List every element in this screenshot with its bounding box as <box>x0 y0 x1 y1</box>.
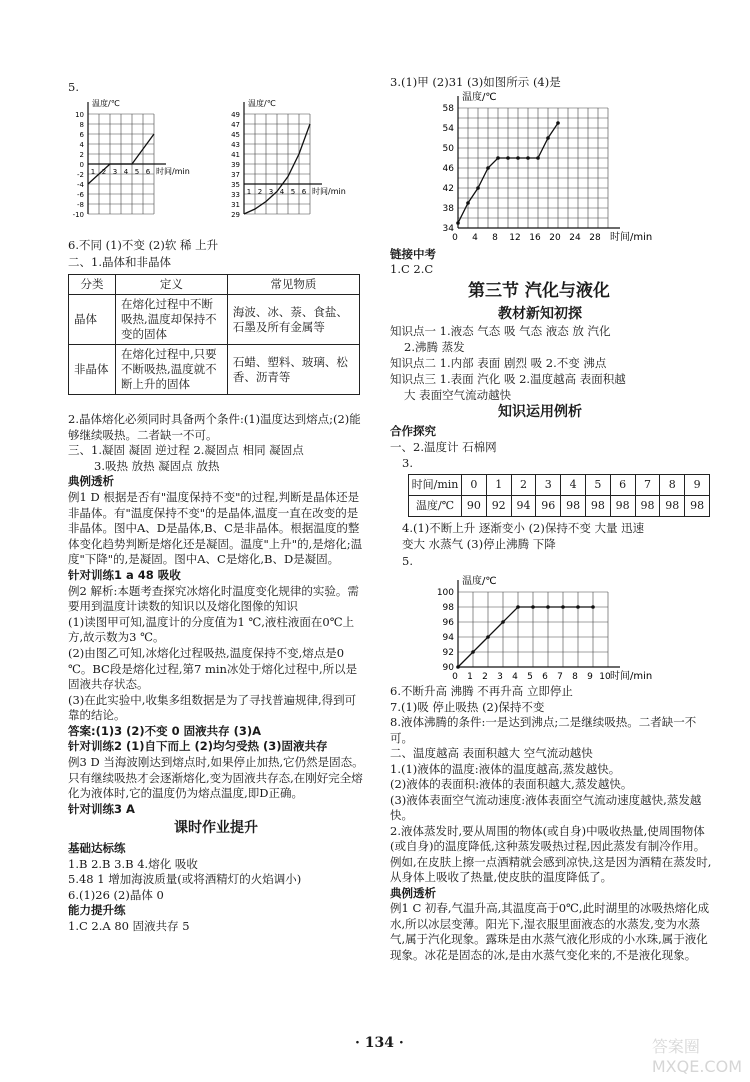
x-tick-label: 8 <box>572 672 578 682</box>
table-cell: 时间/min <box>409 475 462 496</box>
subheading: 能力提升练 <box>68 903 126 918</box>
text-line: 6.(1)26 (2)晶体 0 <box>68 887 164 902</box>
y-tick-label: 45 <box>231 131 240 139</box>
x-tick-label: 4 <box>123 168 129 176</box>
subtitle-new-knowledge: 教材新知初探 <box>498 306 582 322</box>
link-answers: 1.C 2.C <box>390 262 434 276</box>
cell-line: 变的固体 <box>121 327 167 341</box>
cell-line: 断上升的固体 <box>121 377 190 391</box>
y-tick-label: 33 <box>231 191 240 199</box>
text-line: 针对训练2 (1)自下而上 (2)均匀受热 (3)固液共存 <box>68 739 328 754</box>
table-cell: 92 <box>486 496 511 517</box>
table-cell <box>227 295 359 345</box>
table-cell: 非晶体 <box>69 345 116 395</box>
section-heading: 课时作业提升 <box>174 820 258 837</box>
data-point <box>561 605 565 609</box>
table-cell: 98 <box>610 496 635 517</box>
x-tick-label: 7 <box>557 672 563 682</box>
table-cell: 98 <box>660 496 685 517</box>
y-tick-label: 42 <box>442 184 454 194</box>
x-tick-label: 6 <box>301 188 307 196</box>
chart-boiling <box>420 570 660 682</box>
data-point <box>576 605 580 609</box>
y-tick-label: 49 <box>231 111 240 119</box>
x-tick-label: 20 <box>549 233 561 243</box>
data-point <box>531 605 535 609</box>
text-line: 5.48 1 增加海波质量(或将酒精灯的火焰调小) <box>68 872 302 887</box>
cell-line: 在熔化过程中不断 <box>121 297 213 311</box>
x-tick-label: 2 <box>257 188 263 196</box>
y-axis-label: 温度/℃ <box>248 99 276 108</box>
cell-line: 石墨及所有金属等 <box>232 319 325 334</box>
coop-4a: 4.(1)不断上升 逐渐变小 (2)保持不变 大量 迅速 <box>402 521 645 535</box>
x-axis-label: 时间/min <box>610 232 653 243</box>
crystal-table <box>68 274 360 395</box>
subheading: 典例透析 <box>68 474 114 489</box>
coop-4b: 变大 水蒸气 (3)停止沸腾 下降 <box>402 537 556 551</box>
temperature-table <box>408 474 710 517</box>
table-row <box>69 345 360 395</box>
data-point <box>476 186 480 190</box>
text-line: 针对训练3 A <box>68 801 135 816</box>
text-line: (1)读图甲可知,温度计的分度值为1 ℃,液柱液面在0℃上方,故示数为3 ℃。 <box>68 614 355 645</box>
table-cell <box>116 295 228 345</box>
x-tick-label: 2 <box>482 672 488 682</box>
table-cell: 晶体 <box>69 295 116 345</box>
text-line: 例1 D 根据是否有"温度保持不变"的过程,判断是晶体还是非晶体。有"温度保持不变"的是晶体,温度一直在改变的是非晶体。图中A、D是晶体,B、C是非晶体。根据温度的整体变化趋势判断是熔化还是凝固。温度"上升"的,是熔化;温度"下降"的,是凝固。图中A、C是熔化,B、D是凝固。 <box>68 489 363 567</box>
table-cell: 5 <box>585 475 610 496</box>
table-cell: 98 <box>635 496 660 517</box>
knowledge-3a: 知识点三 1.表面 汽化 吸 2.温度越高 表面积越 <box>390 372 626 386</box>
y-axis-label: 温度/℃ <box>462 576 497 587</box>
x-tick-label: 1 <box>90 168 96 176</box>
table-cell: 3 <box>536 475 561 496</box>
x-tick-label: 12 <box>509 233 521 243</box>
x-tick-label: 0 <box>452 233 458 243</box>
x-axis-label: 时间/min <box>610 671 653 682</box>
x-tick-label: 2 <box>101 168 107 176</box>
y-tick-label: 0 <box>79 161 84 169</box>
x-tick-label: 3 <box>497 672 503 682</box>
text-line: 7.(1)吸 停止吸热 (2)保持不变 <box>390 699 545 714</box>
cell-line: 香、沥青等 <box>232 369 291 384</box>
table-row <box>69 295 360 345</box>
data-point <box>471 650 475 654</box>
x-tick-label: 1 <box>467 672 473 682</box>
cell-line: 石蜡、塑料、玻璃、松 <box>232 354 348 369</box>
subheading: 基础达标练 <box>68 841 126 856</box>
x-tick-label: 4 <box>279 188 285 196</box>
text-line: 例3 D 当海波刚达到熔点时,如果停止加热,它仍然是固态。只有继续吸热才会逐渐熔化,变为固液共存态,在刚好完全熔化为液体时,它的温度仍为熔点温度,即D正确。 <box>68 755 364 801</box>
y-tick-label: 90 <box>442 663 454 673</box>
table-row <box>409 496 710 517</box>
y-tick-label: 10 <box>75 111 84 119</box>
x-tick-label: 1 <box>246 188 252 196</box>
coop-5: 5. <box>402 554 413 568</box>
y-tick-label: 58 <box>442 104 454 114</box>
text-line: (2)由图乙可知,冰熔化过程吸热,温度保持不变,熔点是0 ℃。BC段是熔化过程,第7 min冰处于熔化过程中,所以是固液共存状态。 <box>68 645 358 692</box>
cell-line: 吸热,温度却保持不 <box>121 312 217 326</box>
cell-line: 不断吸热,温度就不 <box>121 362 217 376</box>
subtitle-application: 知识运用例析 <box>498 404 582 420</box>
text-line: 8.液体沸腾的条件:一是达到沸点;二是继续吸热。二者缺一不可。 <box>390 715 697 745</box>
table-cell: 94 <box>511 496 536 517</box>
data-point <box>486 635 490 639</box>
table-row <box>409 475 710 496</box>
x-tick-label: 24 <box>569 233 581 243</box>
text-line: 1.C 2.A 80 固液共存 5 <box>68 919 190 933</box>
text-line: 例2 解析:本题考查探究冰熔化时温度变化规律的实验。需要用到温度计读数的知识以及熔化图像的知识 <box>68 583 359 614</box>
coop-heading: 合作探究 <box>390 424 436 438</box>
x-tick-label: 4 <box>472 233 478 243</box>
x-tick-label: 8 <box>492 233 498 243</box>
page-number: · 134 · <box>355 1035 404 1051</box>
data-point <box>516 156 520 160</box>
watermark-logo: 答案圈 MXQE.COM <box>651 1037 742 1076</box>
data-point <box>466 201 470 205</box>
text-line: 例1 C 初春,气温升高,其温度高于0℃,此时湖里的冰吸热熔化成水,所以冰层变薄。阳光下,湿衣服里面液态的水蒸发,变为水蒸气,属于汽化现象。露珠是由水蒸气液化形成的小水珠,属于液化现象。冰花是固态的冰,是由水蒸气变化来的,不是液化现象。 <box>390 901 710 962</box>
y-tick-label: 94 <box>442 633 454 643</box>
text-line: 答案:(1)3 (2)不变 0 固液共存 (3)A <box>68 723 262 738</box>
y-tick-label: 41 <box>231 151 240 159</box>
link-heading: 链接中考 <box>390 247 436 261</box>
table-cell: 90 <box>462 496 487 517</box>
y-tick-label: 43 <box>231 141 240 149</box>
y-tick-label: 39 <box>231 161 240 169</box>
text-line: 1.(1)液体的温度:液体的温度越高,蒸发越快。 <box>390 761 621 776</box>
table-header: 定义 <box>116 275 228 295</box>
x-tick-label: 5 <box>134 168 140 176</box>
table-header: 分类 <box>69 275 116 295</box>
x-tick-label: 3 <box>112 168 118 176</box>
text-line: 3.吸热 放热 凝固点 放热 <box>94 458 220 473</box>
q3-line: 3.(1)甲 (2)31 (3)如图所示 (4)是 <box>390 75 561 89</box>
y-axis-label: 温度/℃ <box>92 99 120 108</box>
data-point <box>486 166 490 170</box>
y-tick-label: 47 <box>231 121 240 129</box>
x-tick-label: 5 <box>527 672 533 682</box>
text-line: 针对训练1 a 48 吸收 <box>68 567 181 582</box>
x-tick-label: 6 <box>542 672 548 682</box>
q6-line: 6.不同 (1)不变 (2)软 稀 上升 <box>68 238 219 252</box>
x-tick-label: 4 <box>512 672 518 682</box>
x-axis-label: 时间/min <box>156 167 190 176</box>
x-axis-label: 时间/min <box>312 187 346 196</box>
table-cell <box>116 345 228 395</box>
text-line: (3)在此实验中,收集多组数据是为了寻找普遍规律,得到可靠的结论。 <box>68 692 357 723</box>
y-tick-label: 34 <box>442 224 454 234</box>
data-point <box>536 156 540 160</box>
x-tick-label: 9 <box>587 672 593 682</box>
x-tick-label: 5 <box>290 188 296 196</box>
y-tick-label: 8 <box>79 121 84 129</box>
subheading: 典例透析 <box>390 885 436 900</box>
y-tick-label: 35 <box>231 181 240 189</box>
knowledge-2: 知识点二 1.内部 表面 剧烈 吸 2.不变 沸点 <box>390 356 607 370</box>
data-point <box>456 665 460 669</box>
y-tick-label: 92 <box>442 648 454 658</box>
table-cell: 9 <box>685 475 710 496</box>
table-cell <box>227 345 359 395</box>
text-line: 1.B 2.B 3.B 4.熔化 吸收 <box>68 856 198 871</box>
cell-line: 在熔化过程中,只要 <box>121 347 217 361</box>
data-point <box>516 605 520 609</box>
chart-heating <box>420 88 660 248</box>
text-line: 二、温度越高 表面积越大 空气流动越快 <box>390 746 593 760</box>
text-line: 6.不断升高 沸腾 不再升高 立即停止 <box>390 684 573 698</box>
y-tick-label: -6 <box>77 191 84 199</box>
y-tick-label: 4 <box>79 141 84 149</box>
table-cell: 96 <box>536 496 561 517</box>
y-tick-label: 46 <box>442 164 454 174</box>
right-text-flow <box>390 684 712 963</box>
table-cell: 98 <box>685 496 710 517</box>
table-cell: 温度/℃ <box>409 496 462 517</box>
data-point <box>546 136 550 140</box>
text-line: 2.液体蒸发时,要从周围的物体(或自身)中吸收热量,使周围物体(或自身)的温度降低,这种蒸发吸热过程,因此蒸发有制冷作用。例如,在皮肤上擦一点酒精就会感到凉快,这是因为酒精在蒸发时,从身体上吸收了热量,使皮肤的温度降低了。 <box>390 823 712 884</box>
data-point <box>591 605 595 609</box>
x-tick-label: 28 <box>589 233 601 243</box>
q5-label: 5. <box>68 80 79 94</box>
x-tick-label: 10 <box>599 672 611 682</box>
text-line: 三、1.凝固 凝固 逆过程 2.凝固点 相同 凝固点 <box>68 443 304 458</box>
chart-melting-right <box>222 96 372 231</box>
data-point <box>526 156 530 160</box>
table-cell: 4 <box>561 475 586 496</box>
coop-1: 一、2.温度计 石棉网 <box>390 440 497 454</box>
y-tick-label: 31 <box>231 201 240 209</box>
table-cell: 1 <box>486 475 511 496</box>
table-cell: 6 <box>610 475 635 496</box>
y-tick-label: -4 <box>77 181 84 189</box>
table-cell: 98 <box>585 496 610 517</box>
data-point <box>456 221 460 225</box>
y-tick-label: -10 <box>72 211 84 219</box>
y-tick-label: 100 <box>436 588 454 598</box>
knowledge-1b: 2.沸腾 蒸发 <box>404 340 465 354</box>
text-line: (3)液体表面空气流动速度:液体表面空气流动速度越快,蒸发越快。 <box>390 792 702 822</box>
y-tick-label: 54 <box>442 124 454 134</box>
section-title: 第三节 汽化与液化 <box>468 281 610 301</box>
x-tick-label: 0 <box>452 672 458 682</box>
knowledge-3b: 大 表面空气流动越快 <box>404 388 512 402</box>
x-tick-label: 3 <box>268 188 274 196</box>
y-tick-label: 6 <box>79 131 84 139</box>
knowledge-1a: 知识点一 1.液态 气态 吸 气态 液态 放 汽化 <box>390 324 611 338</box>
table-cell: 2 <box>511 475 536 496</box>
x-tick-label: 16 <box>529 233 541 243</box>
text-line: 2.晶体熔化必须同时具备两个条件:(1)温度达到熔点;(2)能够继续吸热。二者缺一不可。 <box>68 412 361 442</box>
y-tick-label: -2 <box>77 171 84 179</box>
data-point <box>501 620 505 624</box>
cell-line: 海波、冰、萘、食盐、 <box>232 304 348 319</box>
y-tick-label: 37 <box>231 171 240 179</box>
table-cell: 8 <box>660 475 685 496</box>
left-text-flow <box>68 412 364 935</box>
y-tick-label: 98 <box>442 603 454 613</box>
y-tick-label: -8 <box>77 201 84 209</box>
text-line: (2)液体的表面积:液体的表面积越大,蒸发越快。 <box>390 777 633 791</box>
table-header: 常见物质 <box>227 275 359 295</box>
y-axis-label: 温度/℃ <box>462 92 497 103</box>
y-tick-label: 38 <box>442 204 454 214</box>
y-tick-label: 50 <box>442 144 454 154</box>
coop-3: 3. <box>402 456 413 470</box>
sec2-title: 二、1.晶体和非晶体 <box>68 255 171 269</box>
data-point <box>496 156 500 160</box>
data-point <box>556 121 560 125</box>
table-cell: 98 <box>561 496 586 517</box>
y-tick-label: 29 <box>231 211 240 219</box>
data-point <box>546 605 550 609</box>
chart-melting-left <box>66 96 216 231</box>
x-tick-label: 6 <box>145 168 151 176</box>
data-point <box>506 156 510 160</box>
table-cell: 7 <box>635 475 660 496</box>
table-cell: 0 <box>462 475 487 496</box>
y-tick-label: 96 <box>442 618 454 628</box>
y-tick-label: 2 <box>79 151 84 159</box>
